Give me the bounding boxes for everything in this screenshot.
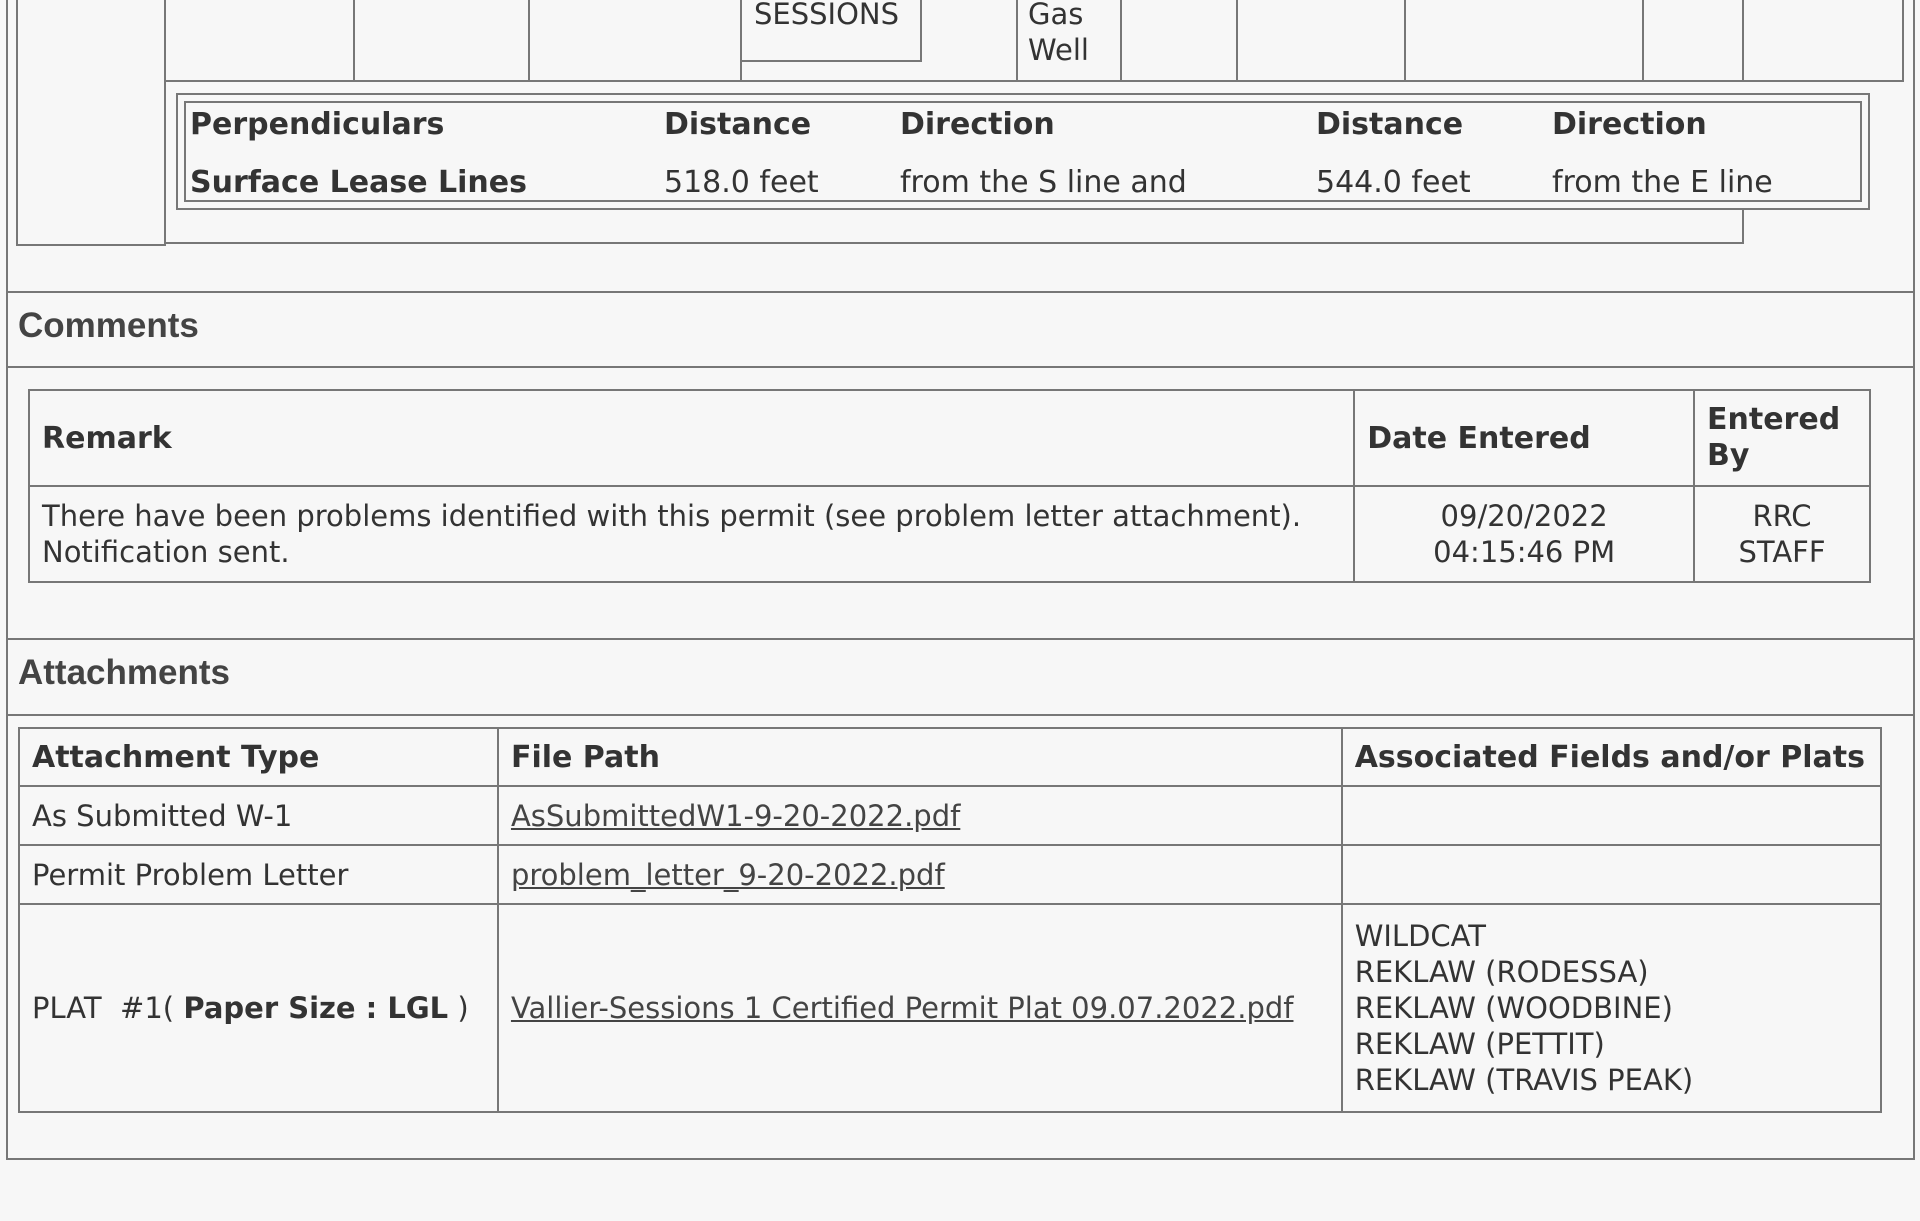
- attachment-type-cell: Permit Problem Letter: [19, 845, 498, 904]
- entered-by-header-line2: By: [1707, 438, 1750, 473]
- well-col-2: [528, 0, 530, 82]
- perp-header-direction-2: Direction: [1552, 107, 1707, 142]
- entered-by-header: [1694, 390, 1870, 486]
- attachments-header-row: [19, 728, 1881, 786]
- field-item: REKLAW (RODESSA): [1354, 955, 1649, 989]
- remark-line1: There have been problems identified with this permit (see problem letter attachment).: [42, 499, 1302, 533]
- comments-title: Comments: [18, 306, 199, 345]
- well-type: [1028, 0, 1089, 68]
- perpendiculars-box: [176, 93, 1870, 210]
- associated-fields-header: Associated Fields and/or Plats: [1342, 728, 1881, 786]
- field-item: WILDCAT: [1354, 919, 1486, 953]
- comments-top-rule: [6, 291, 1915, 293]
- attachment-row: [19, 904, 1881, 1112]
- attachments-header-rule: [6, 714, 1915, 716]
- attachment-row: [19, 845, 1881, 904]
- well-inner-right: [1742, 210, 1744, 244]
- date-line2: 04:15:46 PM: [1433, 535, 1616, 569]
- associated-fields-cell: [1342, 845, 1881, 904]
- comment-row: [29, 486, 1870, 582]
- file-path-cell: [498, 845, 1342, 904]
- remark-header: Remark: [29, 390, 1354, 486]
- perpendiculars-title: Perpendiculars: [190, 107, 445, 142]
- perp-header-distance-2: Distance: [1316, 107, 1464, 142]
- date-entered-cell: [1354, 486, 1694, 582]
- field-item: REKLAW (WOODBINE): [1354, 991, 1673, 1025]
- entered-by-line2: STAFF: [1738, 535, 1826, 569]
- well-type-line1: Gas: [1028, 0, 1084, 31]
- perp-header-distance-1: Distance: [664, 107, 812, 142]
- field-item: REKLAW (PETTIT): [1354, 1027, 1605, 1061]
- file-link-plat[interactable]: Vallier-Sessions 1 Certified Permit Plat 09.07.2022.pdf: [510, 991, 1294, 1025]
- plat-paper-size: Paper Size : LGL: [183, 991, 449, 1025]
- file-link-as-submitted[interactable]: AsSubmittedW1-9-20-2022.pdf: [510, 798, 961, 833]
- attachment-type-cell: [19, 904, 498, 1112]
- remark-line2: Notification sent.: [42, 535, 290, 569]
- outer-bottom-border: [6, 1158, 1915, 1160]
- perp-distance-s: 518.0 feet: [664, 165, 819, 200]
- well-left-bottom: [16, 244, 166, 246]
- plat-type-suffix: ): [457, 991, 469, 1025]
- sessions-label: SESSIONS: [754, 0, 900, 31]
- file-path-cell: [498, 904, 1342, 1112]
- perp-direction-s: from the S line and: [900, 165, 1187, 200]
- well-col-8: [1642, 0, 1644, 82]
- field-item: REKLAW (TRAVIS PEAK): [1354, 1063, 1694, 1097]
- date-entered-header: Date Entered: [1354, 390, 1694, 486]
- well-col-9: [1742, 0, 1744, 82]
- perp-direction-e: from the E line: [1552, 165, 1773, 200]
- comments-header-rule: [6, 366, 1915, 368]
- perp-distance-e: 544.0 feet: [1316, 165, 1471, 200]
- well-left-col-border: [16, 0, 18, 246]
- attachments-table: [18, 727, 1882, 1113]
- outer-right-border: [1913, 0, 1915, 1160]
- associated-fields-cell: [1342, 786, 1881, 845]
- file-path-header: File Path: [498, 728, 1342, 786]
- attachments-title: Attachments: [18, 653, 230, 692]
- date-line1: 09/20/2022: [1440, 499, 1608, 533]
- entered-by-header-line1: Entered: [1707, 402, 1841, 437]
- comments-table: [28, 389, 1871, 583]
- file-path-cell: [498, 786, 1342, 845]
- well-inner-bottom: [164, 242, 1744, 244]
- well-col-6: [1236, 0, 1238, 82]
- perp-header-direction-1: Direction: [900, 107, 1055, 142]
- attachments-top-rule: [6, 638, 1915, 640]
- well-type-line2: Well: [1028, 33, 1089, 67]
- plat-type-prefix: PLAT #1(: [32, 991, 175, 1025]
- outer-left-border: [6, 0, 8, 1160]
- remark-cell: [29, 486, 1354, 582]
- attachment-type-cell: As Submitted W-1: [19, 786, 498, 845]
- well-col-4: [1016, 0, 1018, 82]
- well-col-1: [353, 0, 355, 82]
- attachment-row: [19, 786, 1881, 845]
- file-link-problem-letter[interactable]: problem_letter_9-20-2022.pdf: [510, 857, 945, 892]
- comments-header-row: [29, 390, 1870, 486]
- perp-row-label: Surface Lease Lines: [190, 165, 527, 200]
- entered-by-line1: RRC: [1752, 499, 1812, 533]
- well-inner-col-border: [164, 0, 166, 246]
- well-col-10: [1902, 0, 1904, 82]
- entered-by-cell: [1694, 486, 1870, 582]
- attachment-type-header: Attachment Type: [19, 728, 498, 786]
- associated-fields-cell: [1342, 904, 1881, 1112]
- well-col-7: [1404, 0, 1406, 82]
- sessions-box: [740, 0, 922, 62]
- well-col-5: [1120, 0, 1122, 82]
